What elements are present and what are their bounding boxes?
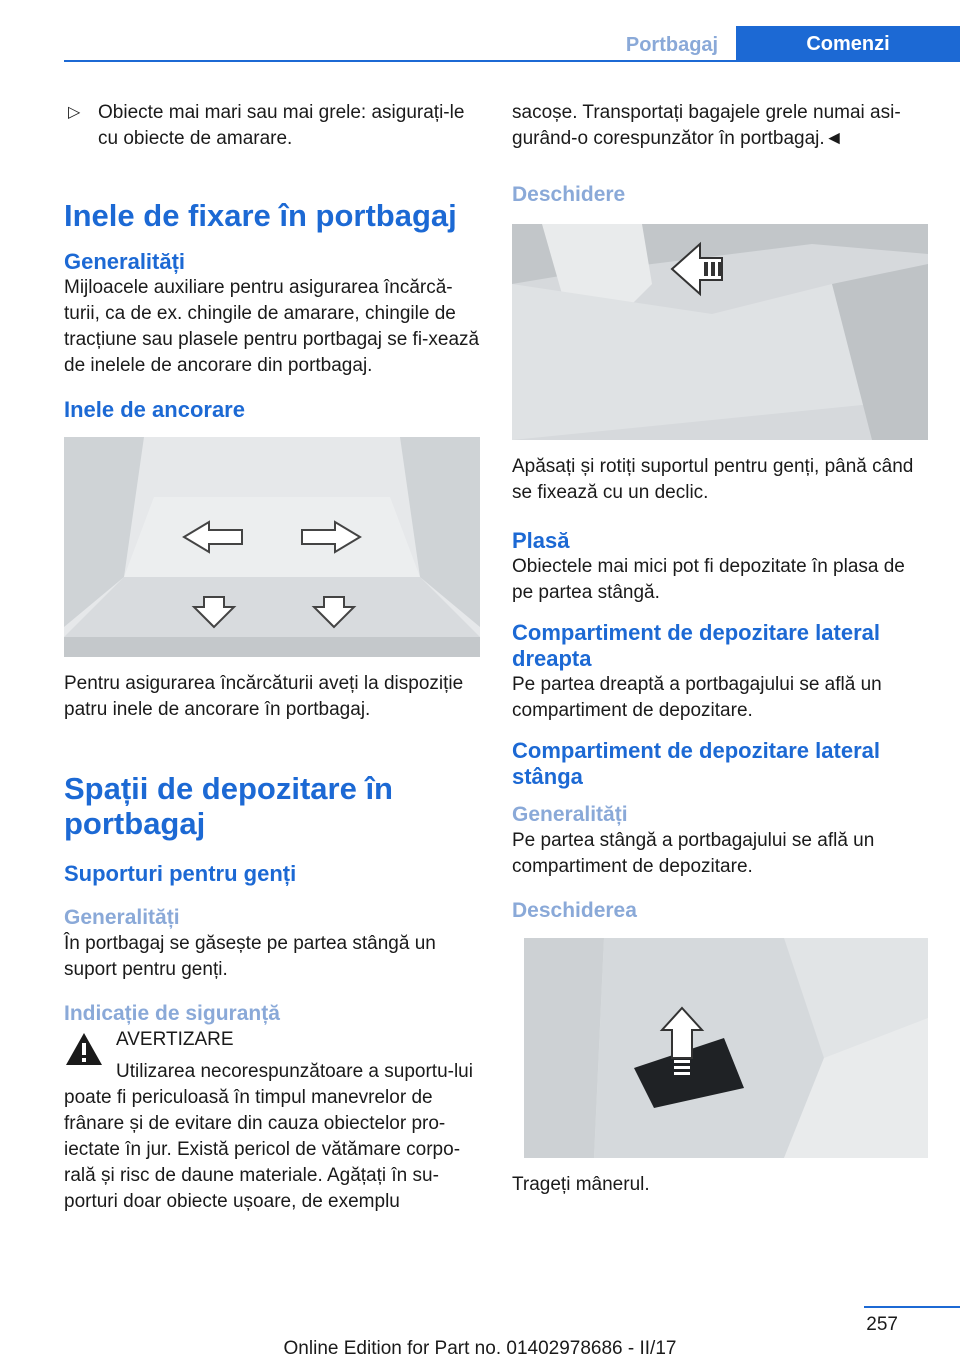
net-text: Obiectele mai mici pot fi depozitate în plasa de pe partea stângă. bbox=[512, 556, 905, 603]
left-compartment-photo bbox=[524, 938, 928, 1158]
bullet-item bbox=[64, 100, 482, 152]
subheading-general-left: Generalități bbox=[512, 803, 628, 826]
right-column bbox=[512, 100, 928, 1198]
subheading-bag-holders: Suporturi pentru genți bbox=[64, 861, 297, 886]
subheading-opening: Deschidere bbox=[512, 183, 626, 206]
warning-triangle-icon bbox=[64, 1031, 104, 1067]
section-title-rings: Inele de fixare în portbagaj bbox=[64, 198, 457, 233]
left-column bbox=[64, 100, 482, 1215]
subheading-right-compartment: Compartiment de depozitare lateral dreapta bbox=[512, 620, 880, 671]
left-compartment-text: Pe partea stângă a portbagajului se află un compartiment de depozitare. bbox=[512, 830, 875, 877]
right-compartment-text: Pe partea dreaptă a portbagajului se află un compartiment de depozitare. bbox=[512, 674, 882, 721]
subheading-left-compartment: Compartiment de depozitare lateral stânga bbox=[512, 738, 880, 789]
header-tab-portbagaj[interactable]: Portbagaj bbox=[625, 34, 719, 56]
opening-caption: Apăsați și rotiți suportul pentru genți, până când se fixează cu un declic. bbox=[512, 456, 914, 503]
anchor-caption: Pentru asigurarea încărcăturii aveți la dispoziție patru inele de ancorare în portbagaj. bbox=[64, 673, 464, 720]
bag-holder-photo bbox=[512, 224, 928, 440]
warning-title: AVERTIZARE bbox=[116, 1029, 234, 1050]
continued-text: sacoșe. Transportați bagajele grele numai asi-gurând-o corespunzător în portbagaj.◄ bbox=[512, 102, 901, 149]
bag-text: În portbagaj se găsește pe partea stângă un suport pentru genți. bbox=[64, 933, 436, 980]
warning-text: Utilizarea necorespunzătoare a suportu-lui poate fi periculoasă în timpul manevrelor de frânare și de evitare din cauza obiectelor pro-iectate în jur. Există pericol de vătămare corpo-rală și risc de daune materiale. Agățați în su-porturi doar obiecte ușoare, de exemplu bbox=[64, 1061, 473, 1212]
general-text: Mijloacele auxiliare pentru asigurarea încărcă-turii, ca de ex. chingile de amarare, chingile de tracțiune sau plasele pentru portbagaj se fi-xează de inelele de ancorare din portbagaj. bbox=[64, 277, 480, 376]
warning-block bbox=[64, 1027, 482, 1059]
footer-rule bbox=[864, 1306, 960, 1308]
subheading-safety: Indicație de siguranță bbox=[64, 1002, 280, 1025]
header-tab-comenzi[interactable]: Comenzi bbox=[736, 26, 960, 62]
page-number: 257 bbox=[866, 1314, 898, 1335]
edition-footer: Online Edition for Part no. 01402978686 - II/17 bbox=[283, 1338, 677, 1359]
trunk-anchor-rings-photo bbox=[64, 437, 480, 657]
subheading-anchor-rings: Inele de ancorare bbox=[64, 397, 245, 422]
triangle-bullet-icon: ▷ bbox=[68, 104, 81, 121]
subheading-opening-left: Deschiderea bbox=[512, 899, 637, 922]
subheading-net: Plasă bbox=[512, 528, 570, 553]
pull-handle-caption: Trageți mânerul. bbox=[512, 1174, 650, 1195]
subheading-general-bag: Generalități bbox=[64, 906, 180, 929]
section-title-storage: Spații de depozitare în portbagaj bbox=[64, 771, 393, 841]
header-rule bbox=[64, 60, 960, 62]
subheading-general: Generalități bbox=[64, 249, 186, 274]
bullet-text: Obiecte mai mari sau mai grele: asigurați-le cu obiecte de amarare. bbox=[98, 102, 465, 149]
